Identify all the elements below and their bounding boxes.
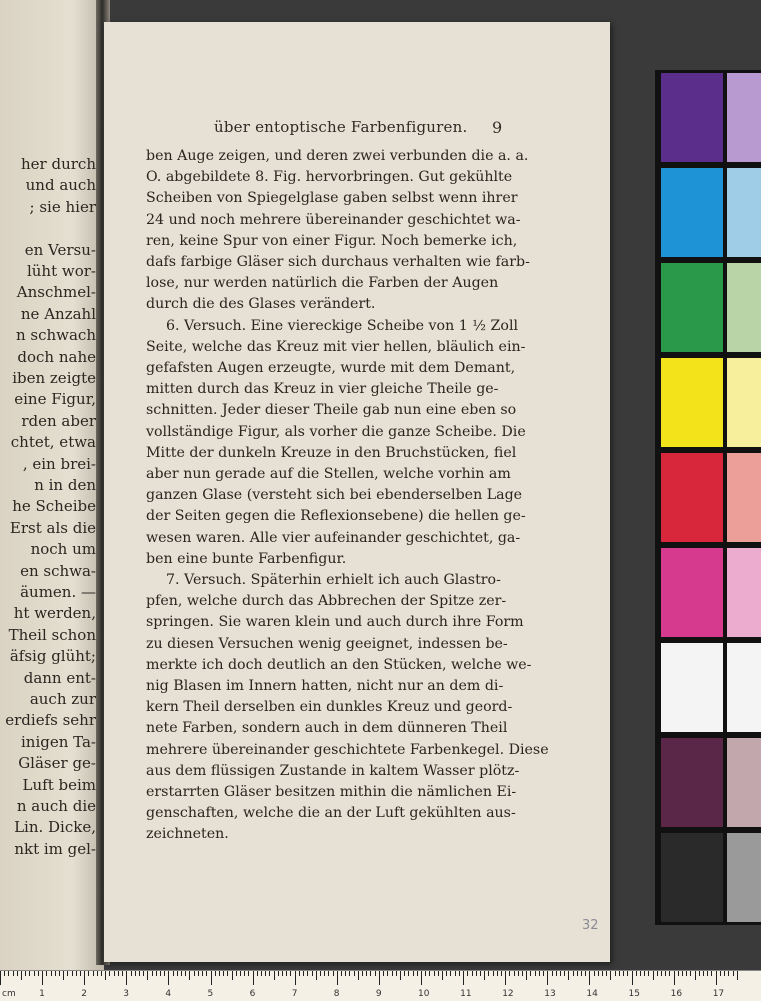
left-page-line: ; sie hier bbox=[29, 197, 96, 216]
body-text-line: genschaften, welche die an der Luft gekühlten aus- bbox=[146, 805, 516, 822]
ruler-number: 4 bbox=[165, 989, 172, 999]
ruler-tick bbox=[173, 971, 174, 976]
ruler-tick bbox=[341, 971, 342, 976]
left-page-line: inigen Ta- bbox=[20, 732, 96, 751]
ruler-tick bbox=[547, 971, 548, 985]
body-text-line: zu diesen Versuchen wenig geeignet, indessen be- bbox=[146, 635, 508, 652]
ruler-tick bbox=[509, 971, 510, 976]
archive-mark: 32 bbox=[582, 918, 599, 933]
ruler-tick bbox=[88, 971, 89, 976]
color-calibration-chart bbox=[655, 70, 761, 925]
color-swatch bbox=[661, 548, 723, 637]
page-number: 9 bbox=[492, 118, 503, 137]
body-text-line: ganzen Glase (versteht sich bei ebenderselben Lage bbox=[146, 487, 523, 504]
ruler-tick bbox=[573, 971, 574, 976]
ruler-tick bbox=[695, 971, 696, 980]
color-swatch bbox=[661, 833, 723, 922]
ruler-tick bbox=[514, 971, 515, 976]
ruler-tick bbox=[472, 971, 473, 976]
ruler-tick bbox=[38, 971, 39, 976]
left-page-line: Erst als die bbox=[9, 518, 96, 537]
ruler-tick bbox=[408, 971, 409, 976]
ruler-number: 3 bbox=[123, 989, 130, 999]
color-swatch bbox=[661, 73, 723, 162]
left-page-line: ne Anzahl bbox=[20, 304, 96, 323]
ruler-tick bbox=[552, 971, 553, 976]
ruler-tick bbox=[244, 971, 245, 976]
color-swatch bbox=[727, 643, 761, 732]
ruler-tick bbox=[594, 971, 595, 976]
ruler-tick bbox=[366, 971, 367, 976]
left-page-line: auch zur bbox=[29, 690, 96, 708]
ruler-tick bbox=[434, 971, 435, 976]
body-text-line: kern Theil derselben ein dunkles Kreuz und geord- bbox=[146, 699, 513, 716]
body-text-line: dafs farbige Gläser sich durchaus verhalten wie farb- bbox=[146, 254, 530, 270]
ruler-tick bbox=[227, 971, 228, 976]
body-text-line: nete Farben, sondern auch in dem dünneren Theil bbox=[146, 720, 508, 737]
ruler-tick bbox=[711, 971, 712, 976]
right-page bbox=[104, 22, 610, 962]
ruler-tick bbox=[105, 971, 106, 980]
ruler-tick bbox=[265, 971, 266, 976]
ruler-tick bbox=[316, 971, 317, 980]
body-text-line: mehrere übereinander geschichtete Farbenkegel. Diese bbox=[146, 741, 549, 758]
left-page-line: Luft beim bbox=[22, 775, 96, 794]
ruler-number: 10 bbox=[418, 989, 430, 999]
left-page-line: her durch bbox=[21, 155, 96, 173]
ruler-tick bbox=[160, 971, 161, 976]
ruler-tick bbox=[682, 971, 683, 976]
ruler-tick bbox=[215, 971, 216, 976]
body-text-line: merkte ich doch deutlich an den Stücken, welche we- bbox=[146, 656, 532, 673]
left-page-line: ht werden, bbox=[13, 604, 96, 623]
ruler-tick bbox=[535, 971, 536, 976]
ruler-tick bbox=[181, 971, 182, 976]
ruler-tick bbox=[585, 971, 586, 976]
ruler-tick bbox=[518, 971, 519, 976]
left-page-line: äfsig glüht; bbox=[9, 647, 96, 666]
ruler-tick bbox=[269, 971, 270, 976]
ruler-tick bbox=[375, 971, 376, 976]
body-text-line: schnitten. Jeder dieser Theile gab nun eine eben so bbox=[146, 402, 517, 419]
ruler-tick bbox=[661, 971, 662, 976]
body-text-line: vollständige Figur, als vorher die ganze Scheibe. Die bbox=[146, 423, 526, 440]
ruler-tick bbox=[349, 971, 350, 976]
ruler-tick bbox=[135, 971, 136, 976]
ruler-tick bbox=[248, 971, 249, 976]
ruler-number: 11 bbox=[460, 989, 472, 999]
ruler-tick bbox=[636, 971, 637, 976]
ruler-tick bbox=[295, 971, 296, 985]
left-page-line: erdiefs sehr bbox=[5, 711, 96, 730]
ruler-tick bbox=[290, 971, 291, 976]
ruler-tick bbox=[72, 971, 73, 976]
ruler-tick bbox=[282, 971, 283, 976]
ruler-tick bbox=[261, 971, 262, 976]
body-text-line: gefafsten Augen erzeugte, wurde mit dem Demant, bbox=[146, 360, 516, 376]
body-text-line: Seite, welche das Kreuz mit vier hellen, bläulich ein- bbox=[146, 338, 526, 355]
ruler-tick bbox=[34, 971, 35, 976]
ruler-tick bbox=[219, 971, 220, 976]
ruler-tick bbox=[13, 971, 14, 976]
body-text-line: 7. Versuch. Späterhin erhielt ich auch Glastro- bbox=[166, 572, 501, 588]
ruler-tick bbox=[185, 971, 186, 976]
ruler-tick bbox=[674, 971, 675, 985]
ruler-tick bbox=[97, 971, 98, 976]
left-page-line: doch nahe bbox=[17, 347, 96, 366]
ruler-tick bbox=[143, 971, 144, 976]
ruler-tick bbox=[505, 971, 506, 985]
ruler-tick bbox=[324, 971, 325, 976]
ruler-tick bbox=[598, 971, 599, 976]
ruler-tick bbox=[619, 971, 620, 976]
ruler-tick bbox=[564, 971, 565, 976]
ruler-tick bbox=[84, 971, 85, 985]
ruler-tick bbox=[716, 971, 717, 985]
ruler-tick bbox=[488, 971, 489, 976]
ruler-tick bbox=[392, 971, 393, 976]
left-page-line: n auch die bbox=[16, 797, 96, 815]
ruler-tick bbox=[303, 971, 304, 976]
ruler-tick bbox=[122, 971, 123, 976]
left-page-line: , ein brei- bbox=[22, 454, 96, 473]
color-swatch bbox=[727, 453, 761, 542]
ruler-tick bbox=[476, 971, 477, 976]
body-text-line: springen. Sie waren klein und auch durch ihre Form bbox=[146, 614, 524, 631]
color-swatch bbox=[661, 358, 723, 447]
ruler-tick bbox=[236, 971, 237, 976]
left-page-line: nkt im gel- bbox=[14, 839, 96, 858]
body-text-line: erstarrten Gläser besitzen mithin die nämlichen Ei- bbox=[146, 784, 517, 800]
ruler-tick bbox=[690, 971, 691, 976]
body-text-line: aus dem flüssigen Zustande in kaltem Wasser plötz- bbox=[146, 762, 520, 779]
ruler-tick bbox=[114, 971, 115, 976]
ruler-tick bbox=[606, 971, 607, 976]
ruler-tick bbox=[46, 971, 47, 976]
ruler-tick bbox=[421, 971, 422, 985]
body-text-line: Scheiben von Spiegelglase gaben selbst wenn ihrer bbox=[146, 190, 518, 207]
ruler-tick bbox=[610, 971, 611, 980]
body-text-line: nig Blasen im Innern hatten, nicht nur an dem di- bbox=[146, 678, 504, 694]
color-swatch bbox=[727, 73, 761, 162]
ruler-tick bbox=[417, 971, 418, 976]
ruler-tick bbox=[164, 971, 165, 976]
ruler-tick bbox=[644, 971, 645, 976]
left-page-line: Theil schon bbox=[8, 625, 96, 644]
left-page-line: äumen. — bbox=[20, 583, 96, 601]
ruler-tick bbox=[396, 971, 397, 976]
ruler-tick bbox=[556, 971, 557, 976]
left-page-line: dann ent- bbox=[23, 668, 96, 687]
ruler-tick bbox=[640, 971, 641, 976]
ruler-tick bbox=[131, 971, 132, 976]
ruler-number: 5 bbox=[207, 989, 214, 999]
ruler-tick bbox=[126, 971, 127, 985]
ruler-number: 16 bbox=[670, 989, 683, 999]
ruler-tick bbox=[413, 971, 414, 976]
ruler-tick bbox=[522, 971, 523, 976]
ruler-tick bbox=[648, 971, 649, 976]
ruler-number: 9 bbox=[375, 989, 382, 999]
ruler-tick bbox=[581, 971, 582, 976]
left-page-line: noch um bbox=[30, 540, 96, 559]
ruler-tick bbox=[286, 971, 287, 976]
color-swatch bbox=[661, 263, 723, 352]
body-text-line: mitten durch das Kreuz in vier gleiche Theile ge- bbox=[146, 381, 499, 398]
color-swatch bbox=[727, 548, 761, 637]
ruler-tick bbox=[632, 971, 633, 985]
ruler-tick bbox=[497, 971, 498, 976]
ruler-tick bbox=[678, 971, 679, 976]
ruler-tick bbox=[686, 971, 687, 976]
ruler-tick bbox=[189, 971, 190, 980]
ruler-number: 2 bbox=[81, 989, 87, 999]
ruler-tick bbox=[8, 971, 9, 976]
ruler-tick bbox=[93, 971, 94, 976]
left-page-line: und auch bbox=[25, 176, 96, 195]
color-swatch bbox=[727, 358, 761, 447]
ruler-tick bbox=[530, 971, 531, 976]
left-page-line: Lin. Dicke, bbox=[14, 818, 96, 837]
left-page-line: rden aber bbox=[21, 411, 96, 430]
ruler-tick bbox=[354, 971, 355, 976]
left-page-line: eine Figur, bbox=[14, 390, 96, 409]
ruler-tick bbox=[501, 971, 502, 976]
color-swatch bbox=[661, 738, 723, 827]
body-text-line: pfen, welche durch das Abbrechen der Spitze zer- bbox=[146, 593, 507, 610]
ruler-tick bbox=[109, 971, 110, 976]
ruler-tick bbox=[253, 971, 254, 985]
ruler-tick bbox=[733, 971, 734, 976]
color-swatch bbox=[727, 833, 761, 922]
body-text-line: 6. Versuch. Eine viereckige Scheibe von 1 ½ Zoll bbox=[166, 317, 519, 334]
color-swatch bbox=[661, 643, 723, 732]
body-text-line: ren, keine Spur von einer Figur. Noch bemerke ich, bbox=[146, 232, 518, 249]
ruler-tick bbox=[202, 971, 203, 976]
ruler-tick bbox=[379, 971, 380, 985]
left-page-line: n in den bbox=[34, 476, 96, 494]
ruler-tick bbox=[543, 971, 544, 976]
ruler-tick bbox=[720, 971, 721, 976]
ruler-tick bbox=[76, 971, 77, 976]
ruler-tick bbox=[665, 971, 666, 976]
ruler-tick bbox=[17, 971, 18, 976]
ruler-tick bbox=[657, 971, 658, 976]
ruler-tick bbox=[438, 971, 439, 976]
body-text-line: aber nun gerade auf die Stellen, welche vorhin am bbox=[146, 466, 511, 482]
ruler-tick bbox=[211, 971, 212, 985]
ruler-tick bbox=[480, 971, 481, 976]
ruler-tick bbox=[728, 971, 729, 976]
ruler-number: 1 bbox=[39, 989, 45, 999]
ruler-tick bbox=[29, 971, 30, 976]
ruler-tick bbox=[370, 971, 371, 976]
ruler-tick bbox=[387, 971, 388, 976]
body-text-line: O. abgebildete 8. Fig. hervorbringen. Gut gekühlte bbox=[146, 169, 513, 186]
ruler-tick bbox=[21, 971, 22, 980]
ruler-tick bbox=[383, 971, 384, 976]
ruler-tick bbox=[206, 971, 207, 976]
ruler-tick bbox=[602, 971, 603, 976]
ruler-tick bbox=[627, 971, 628, 976]
color-swatch bbox=[727, 263, 761, 352]
ruler-tick bbox=[337, 971, 338, 985]
ruler-tick bbox=[328, 971, 329, 976]
ruler-tick bbox=[653, 971, 654, 980]
color-swatch bbox=[727, 738, 761, 827]
left-page-line: n schwach bbox=[15, 326, 96, 345]
ruler-tick bbox=[42, 971, 43, 985]
left-page-line: en schwa- bbox=[20, 561, 96, 580]
ruler-tick bbox=[400, 971, 401, 980]
ruler-tick bbox=[67, 971, 68, 976]
ruler-tick bbox=[450, 971, 451, 976]
ruler-tick bbox=[0, 971, 1, 985]
ruler-number: 15 bbox=[628, 989, 640, 999]
body-text-line: der Seiten gegen die Reflexionsebene) die hellen ge- bbox=[146, 508, 526, 525]
body-text-line: wesen waren. Alle vier aufeinander geschichtet, ga- bbox=[146, 529, 521, 546]
ruler-tick bbox=[118, 971, 119, 976]
ruler-tick bbox=[615, 971, 616, 976]
ruler-tick bbox=[147, 971, 148, 980]
ruler-tick bbox=[80, 971, 81, 976]
ruler-tick bbox=[459, 971, 460, 976]
ruler-tick bbox=[362, 971, 363, 976]
body-text-line: ben eine bunte Farbenfigur. bbox=[146, 550, 347, 567]
ruler-tick bbox=[446, 971, 447, 976]
color-swatch bbox=[661, 453, 723, 542]
body-text-line: lose, nur werden natürlich die Farben der Augen bbox=[146, 275, 499, 292]
ruler-tick bbox=[232, 971, 233, 980]
ruler-tick bbox=[198, 971, 199, 976]
ruler-tick bbox=[168, 971, 169, 985]
ruler-tick bbox=[63, 971, 64, 980]
ruler-tick bbox=[274, 971, 275, 980]
ruler-tick bbox=[312, 971, 313, 976]
ruler-tick bbox=[404, 971, 405, 976]
ruler-tick bbox=[194, 971, 195, 976]
ruler-tick bbox=[59, 971, 60, 976]
body-text-line: Mitte der dunkeln Kreuze in den Bruchstücken, fiel bbox=[146, 444, 517, 461]
ruler-tick bbox=[526, 971, 527, 980]
body-text-line: durch die des Glases verändert. bbox=[146, 296, 376, 313]
ruler-unit-label: cm bbox=[2, 989, 16, 999]
body-text-line: ben Auge zeigen, und deren zwei verbunden die a. a. bbox=[146, 148, 529, 164]
color-swatch bbox=[727, 168, 761, 257]
color-swatch bbox=[661, 168, 723, 257]
left-page-line: chtet, etwa bbox=[10, 433, 96, 452]
ruler-tick bbox=[152, 971, 153, 976]
ruler-tick bbox=[139, 971, 140, 976]
left-page-line: en Versu- bbox=[24, 240, 96, 259]
ruler-tick bbox=[156, 971, 157, 976]
left-facing-page bbox=[0, 0, 104, 970]
ruler-tick bbox=[484, 971, 485, 980]
ruler-tick bbox=[240, 971, 241, 976]
ruler-number: 6 bbox=[249, 989, 256, 999]
ruler-tick bbox=[724, 971, 725, 976]
body-text-line: 24 und noch mehrere übereinander geschichtet wa- bbox=[146, 211, 521, 228]
ruler-tick bbox=[177, 971, 178, 976]
left-page-line: lüht wor- bbox=[26, 262, 96, 280]
ruler-tick bbox=[669, 971, 670, 976]
ruler-tick bbox=[345, 971, 346, 976]
ruler-tick bbox=[51, 971, 52, 976]
ruler-tick bbox=[333, 971, 334, 976]
measurement-ruler bbox=[0, 970, 761, 1001]
ruler-tick bbox=[699, 971, 700, 976]
ruler-tick bbox=[589, 971, 590, 985]
ruler-tick bbox=[442, 971, 443, 980]
ruler-tick bbox=[455, 971, 456, 976]
ruler-tick bbox=[707, 971, 708, 976]
left-page-line: Gläser ge- bbox=[18, 754, 96, 773]
ruler-number: 7 bbox=[291, 989, 298, 999]
ruler-tick bbox=[55, 971, 56, 976]
left-page-line: he Scheibe bbox=[12, 497, 96, 516]
body-text-line: zeichneten. bbox=[146, 826, 229, 843]
running-head: über entoptische Farbenfiguren. bbox=[214, 118, 468, 136]
ruler-tick bbox=[429, 971, 430, 976]
ruler-tick bbox=[623, 971, 624, 976]
ruler-number: 13 bbox=[544, 989, 556, 999]
ruler-tick bbox=[4, 971, 5, 976]
ruler-number: 8 bbox=[333, 989, 340, 999]
ruler-tick bbox=[737, 971, 738, 980]
ruler-tick bbox=[257, 971, 258, 976]
ruler-tick bbox=[358, 971, 359, 980]
ruler-number: 12 bbox=[502, 989, 514, 999]
left-page-line: iben zeigte bbox=[12, 369, 96, 387]
ruler-tick bbox=[299, 971, 300, 976]
ruler-tick bbox=[560, 971, 561, 976]
ruler-tick bbox=[703, 971, 704, 976]
ruler-tick bbox=[463, 971, 464, 985]
ruler-number: 17 bbox=[712, 989, 725, 999]
ruler-tick bbox=[101, 971, 102, 976]
ruler-tick bbox=[223, 971, 224, 976]
ruler-tick bbox=[539, 971, 540, 976]
ruler-tick bbox=[493, 971, 494, 976]
left-page-line: Anschmel- bbox=[16, 283, 96, 302]
ruler-tick bbox=[577, 971, 578, 976]
ruler-tick bbox=[307, 971, 308, 976]
ruler-tick bbox=[320, 971, 321, 976]
ruler-tick bbox=[568, 971, 569, 980]
ruler-tick bbox=[425, 971, 426, 976]
ruler-tick bbox=[467, 971, 468, 976]
ruler-tick bbox=[25, 971, 26, 976]
ruler-number: 14 bbox=[586, 989, 598, 999]
ruler-tick bbox=[278, 971, 279, 976]
